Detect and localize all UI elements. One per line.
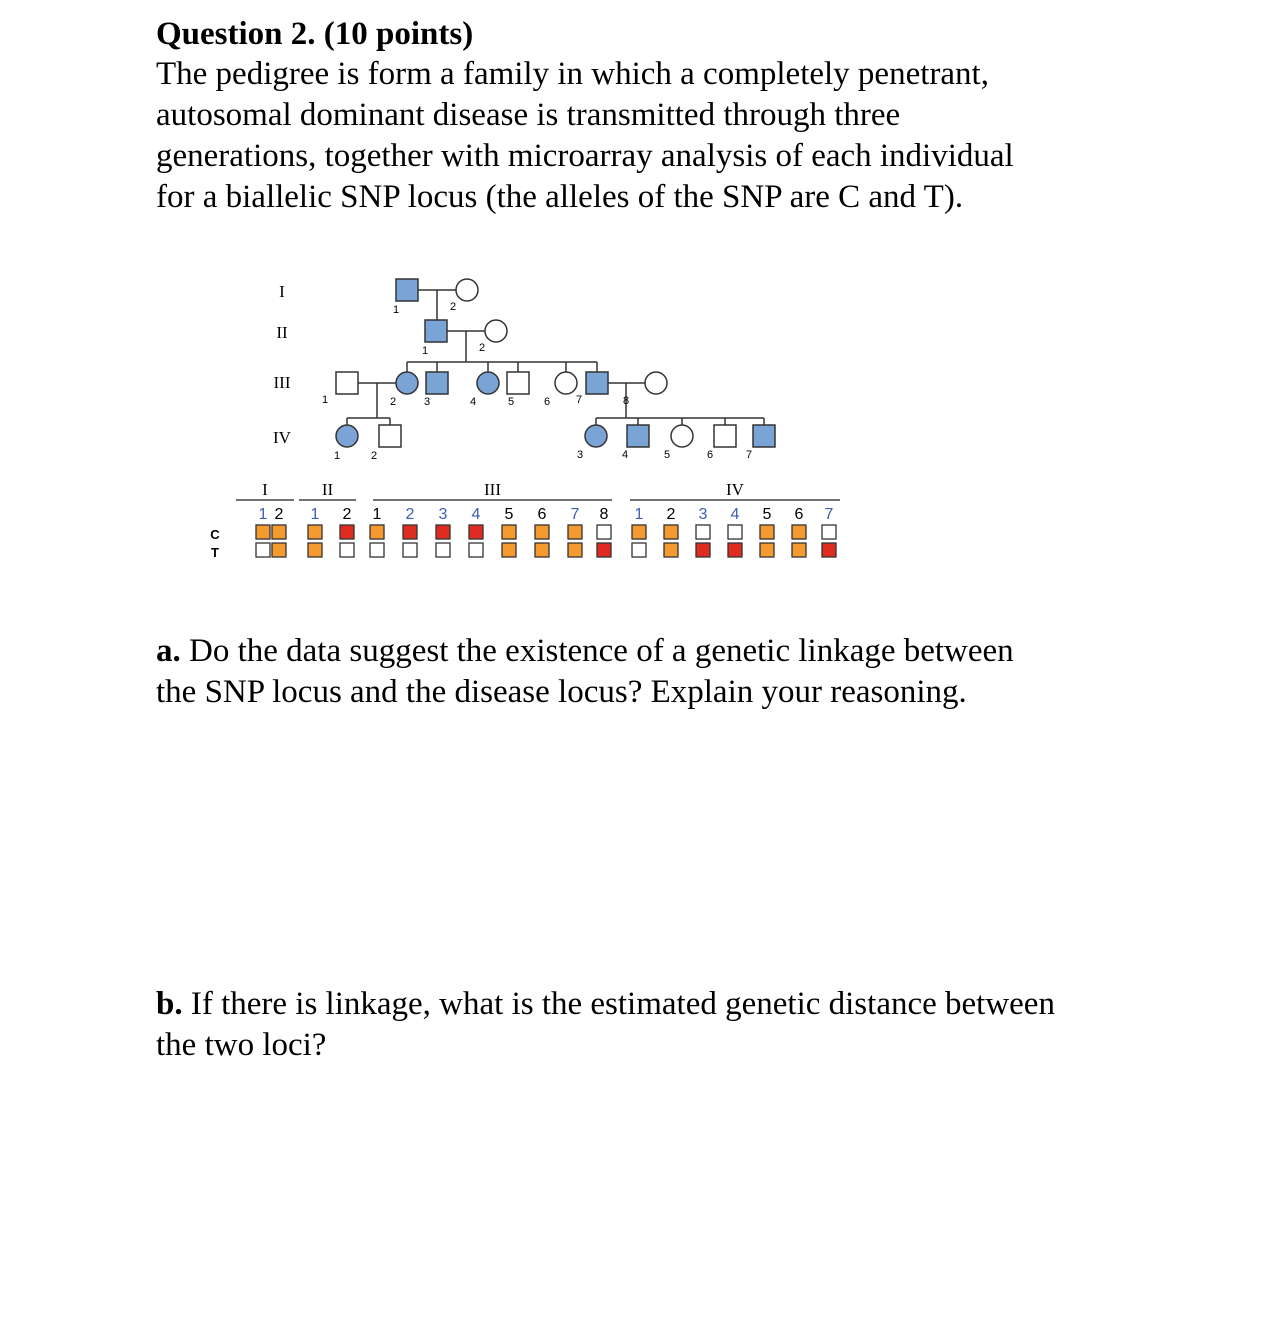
female-symbol [645, 372, 667, 394]
intro-line: for a biallelic SNP locus (the alleles of the SNP are C and T). [156, 179, 964, 215]
male-symbol [714, 425, 736, 447]
array-individual-number: 4 [730, 506, 740, 523]
male-symbol [507, 372, 529, 394]
t-allele-cell [664, 543, 678, 557]
female-symbol [477, 372, 499, 394]
male-symbol [627, 425, 649, 447]
c-allele-cell [728, 525, 742, 539]
c-allele-cell [792, 525, 806, 539]
c-allele-cell [340, 525, 354, 539]
c-allele-cell [597, 525, 611, 539]
c-allele-cell [256, 525, 270, 539]
array-individual-number: 5 [504, 506, 514, 523]
c-allele-cell [568, 525, 582, 539]
t-allele-cell [728, 543, 742, 557]
individual-number: 3 [423, 396, 431, 408]
c-allele-cell [632, 525, 646, 539]
female-symbol [485, 320, 507, 342]
c-allele-cell [403, 525, 417, 539]
individual-number: 4 [621, 449, 629, 461]
generation-label: I [279, 282, 285, 301]
part-b-text: If there is linkage, what is the estimated genetic distance between [182, 986, 1055, 1022]
generation-label: III [273, 373, 291, 392]
array-individual-number: 6 [794, 506, 804, 523]
part-a-text: Do the data suggest the existence of a genetic linkage between [180, 633, 1014, 669]
t-allele-cell [760, 543, 774, 557]
individual-number: 2 [449, 301, 457, 313]
t-allele-cell [822, 543, 836, 557]
array-individual-number: 3 [438, 506, 448, 523]
part-b [156, 984, 1156, 1066]
individual-number: 2 [389, 396, 397, 408]
t-allele-cell [568, 543, 582, 557]
t-allele-cell [272, 543, 286, 557]
array-generation-label: I [262, 480, 268, 499]
pedigree-figure [0, 0, 1284, 600]
part-a-line [156, 631, 1156, 672]
t-allele-cell [340, 543, 354, 557]
intro-line: autosomal dominant disease is transmitted through three [156, 97, 901, 133]
individual-number: 7 [575, 394, 583, 406]
array-individual-number: 2 [274, 506, 284, 523]
allele-label-t: T [211, 545, 219, 560]
generation-label: IV [273, 428, 291, 447]
array-individual-number: 4 [471, 506, 481, 523]
individual-number: 1 [321, 394, 329, 406]
part-b-line: the two loci? [156, 1027, 327, 1063]
individual-number: 5 [663, 449, 671, 461]
array-individual-number: 1 [634, 506, 644, 523]
individual-number: 2 [478, 342, 486, 354]
allele-label-c: C [210, 527, 220, 542]
array-individual-number: 2 [405, 506, 415, 523]
intro-line: The pedigree is form a family in which a completely penetrant, [156, 56, 989, 92]
individual-number: 8 [622, 395, 630, 407]
male-symbol [753, 425, 775, 447]
part-a-label: a. [156, 633, 181, 669]
t-allele-cell [792, 543, 806, 557]
array-generation-label: II [321, 480, 334, 499]
c-allele-cell [502, 525, 516, 539]
c-allele-cell [370, 525, 384, 539]
array-generation-label: IV [726, 480, 744, 499]
t-allele-cell [256, 543, 270, 557]
c-allele-cell [822, 525, 836, 539]
array-individual-number: 8 [599, 506, 609, 523]
question-title: Question 2. (10 points) [156, 16, 474, 52]
individual-number: 6 [706, 449, 714, 461]
t-allele-cell [469, 543, 483, 557]
male-symbol [586, 372, 608, 394]
t-allele-cell [597, 543, 611, 557]
array-generation-label: III [484, 480, 501, 499]
c-allele-cell [436, 525, 450, 539]
part-b-label: b. [156, 986, 183, 1022]
array-individual-number: 3 [698, 506, 708, 523]
male-symbol [426, 372, 448, 394]
female-symbol [585, 425, 607, 447]
array-individual-number: 2 [666, 506, 676, 523]
array-individual-number: 7 [824, 506, 834, 523]
female-symbol [336, 425, 358, 447]
part-a-line: the SNP locus and the disease locus? Explain your reasoning. [156, 674, 967, 710]
t-allele-cell [502, 543, 516, 557]
c-allele-cell [308, 525, 322, 539]
t-allele-cell [696, 543, 710, 557]
array-individual-number: 1 [310, 506, 320, 523]
t-allele-cell [403, 543, 417, 557]
male-symbol [396, 279, 418, 301]
array-individual-number: 1 [372, 506, 382, 523]
array-individual-number: 1 [258, 506, 268, 523]
array-individual-number: 6 [537, 506, 547, 523]
male-symbol [425, 320, 447, 342]
individual-number: 1 [392, 304, 400, 316]
c-allele-cell [272, 525, 286, 539]
generation-label: II [276, 323, 288, 342]
part-a [156, 631, 1156, 713]
individual-number: 1 [333, 450, 341, 462]
female-symbol [456, 279, 478, 301]
t-allele-cell [370, 543, 384, 557]
individual-number: 2 [370, 450, 378, 462]
female-symbol [555, 372, 577, 394]
t-allele-cell [535, 543, 549, 557]
c-allele-cell [760, 525, 774, 539]
male-symbol [336, 372, 358, 394]
individual-number: 5 [507, 396, 515, 408]
individual-number: 1 [421, 345, 429, 357]
t-allele-cell [436, 543, 450, 557]
t-allele-cell [632, 543, 646, 557]
individual-number: 6 [543, 396, 551, 408]
c-allele-cell [664, 525, 678, 539]
part-b-line [156, 984, 1156, 1025]
male-symbol [379, 425, 401, 447]
intro-line: generations, together with microarray analysis of each individual [156, 138, 1014, 174]
female-symbol [396, 372, 418, 394]
array-individual-number: 5 [762, 506, 772, 523]
c-allele-cell [696, 525, 710, 539]
individual-number: 3 [576, 449, 584, 461]
individual-number: 7 [745, 449, 753, 461]
c-allele-cell [469, 525, 483, 539]
individual-number: 4 [469, 396, 477, 408]
t-allele-cell [308, 543, 322, 557]
array-individual-number: 7 [570, 506, 580, 523]
array-individual-number: 2 [342, 506, 352, 523]
c-allele-cell [535, 525, 549, 539]
female-symbol [671, 425, 693, 447]
